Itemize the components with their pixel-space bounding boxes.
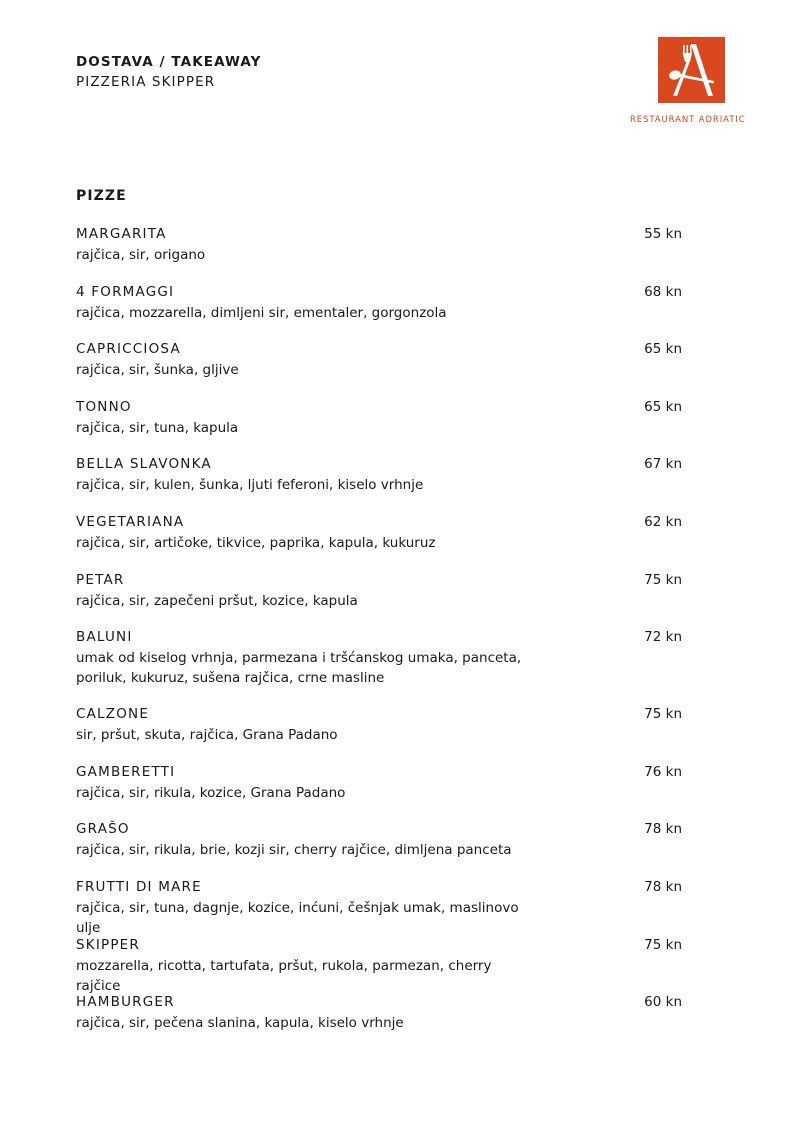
item-price: 67 kn <box>644 456 682 473</box>
item-name: VEGETARIANA <box>76 513 185 530</box>
item-price: 62 kn <box>644 513 682 530</box>
header <box>76 53 262 91</box>
menu-item <box>76 284 682 342</box>
item-name: SKIPPER <box>76 936 140 953</box>
item-description: mozzarella, ricotta, tartufata, pršut, rukola, parmezan, cherry rajčice <box>76 957 492 994</box>
item-name: FRUTTI DI MARE <box>76 878 202 895</box>
menu-item <box>76 341 682 399</box>
item-name: HAMBURGER <box>76 994 175 1011</box>
menu-item <box>76 821 682 879</box>
item-price: 60 kn <box>644 994 682 1011</box>
page-title: DOSTAVA / TAKEAWAY <box>76 54 262 70</box>
item-price: 76 kn <box>644 763 682 780</box>
menu-item <box>76 879 682 937</box>
item-description: sir, pršut, skuta, rajčica, Grana Padano <box>76 727 338 744</box>
item-name: TONNO <box>76 398 132 415</box>
page-subtitle: PIZZERIA SKIPPER <box>76 74 216 90</box>
item-price: 68 kn <box>644 283 682 300</box>
item-description: rajčica, sir, tuna, dagnje, kozice, inćuni, češnjak umak, maslinovo ulje <box>76 899 519 936</box>
item-description: rajčica, sir, pečena slanina, kapula, kiselo vrhnje <box>76 1015 404 1032</box>
item-description: umak od kiselog vrhnja, parmezana i tršćanskog umaka, panceta, poriluk, kukuruz, sušena rajčica, crne masline <box>76 650 522 687</box>
menu-item <box>76 629 682 706</box>
item-name: GAMBERETTI <box>76 763 176 780</box>
item-description: rajčica, sir, origano <box>76 247 206 263</box>
menu-item <box>76 572 682 630</box>
item-description: rajčica, mozzarella, dimljeni sir, ementaler, gorgonzola <box>76 304 447 321</box>
item-name: CALZONE <box>76 706 150 723</box>
restaurant-name: RESTAURANT ADRIATIC <box>630 115 746 125</box>
menu-item <box>76 226 682 284</box>
fork-knife-spoon-a-icon <box>658 37 725 103</box>
menu-item <box>76 514 682 572</box>
item-price: 78 kn <box>644 878 682 895</box>
item-price: 65 kn <box>644 398 682 415</box>
item-name: BELLA SLAVONKA <box>76 456 212 473</box>
item-description: rajčica, sir, rikula, kozice, Grana Padano <box>76 784 346 801</box>
menu-item <box>76 456 682 514</box>
restaurant-logo <box>630 37 754 129</box>
item-name: BALUNI <box>76 629 133 646</box>
section-title: PIZZE <box>76 188 127 204</box>
item-description: rajčica, sir, artičoke, tikvice, paprika, kapula, kukuruz <box>76 534 436 551</box>
item-description: rajčica, sir, šunka, gljive <box>76 362 239 379</box>
item-name: PETAR <box>76 571 125 588</box>
item-price: 75 kn <box>644 706 682 723</box>
item-price: 72 kn <box>644 629 682 646</box>
item-description: rajčica, sir, rikula, brie, kozji sir, cherry rajčice, dimljena panceta <box>76 842 512 859</box>
item-name: CAPRICCIOSA <box>76 341 181 358</box>
item-description: rajčica, sir, kulen, šunka, ljuti feferoni, kiselo vrhnje <box>76 477 424 494</box>
item-name: MARGARITA <box>76 226 167 242</box>
menu-item <box>76 399 682 457</box>
menu-list <box>76 226 682 1052</box>
item-price: 65 kn <box>644 341 682 358</box>
item-description: rajčica, sir, zapečeni pršut, kozice, kapula <box>76 592 358 609</box>
menu-item <box>76 764 682 822</box>
item-price: 78 kn <box>644 821 682 838</box>
item-price: 55 kn <box>644 226 682 242</box>
item-name: GRAŠO <box>76 821 130 838</box>
item-description: rajčica, sir, tuna, kapula <box>76 419 239 436</box>
menu-item <box>76 994 682 1052</box>
item-name: 4 FORMAGGI <box>76 283 175 300</box>
menu-item <box>76 937 682 995</box>
item-price: 75 kn <box>644 936 682 953</box>
menu-item <box>76 706 682 764</box>
item-price: 75 kn <box>644 571 682 588</box>
